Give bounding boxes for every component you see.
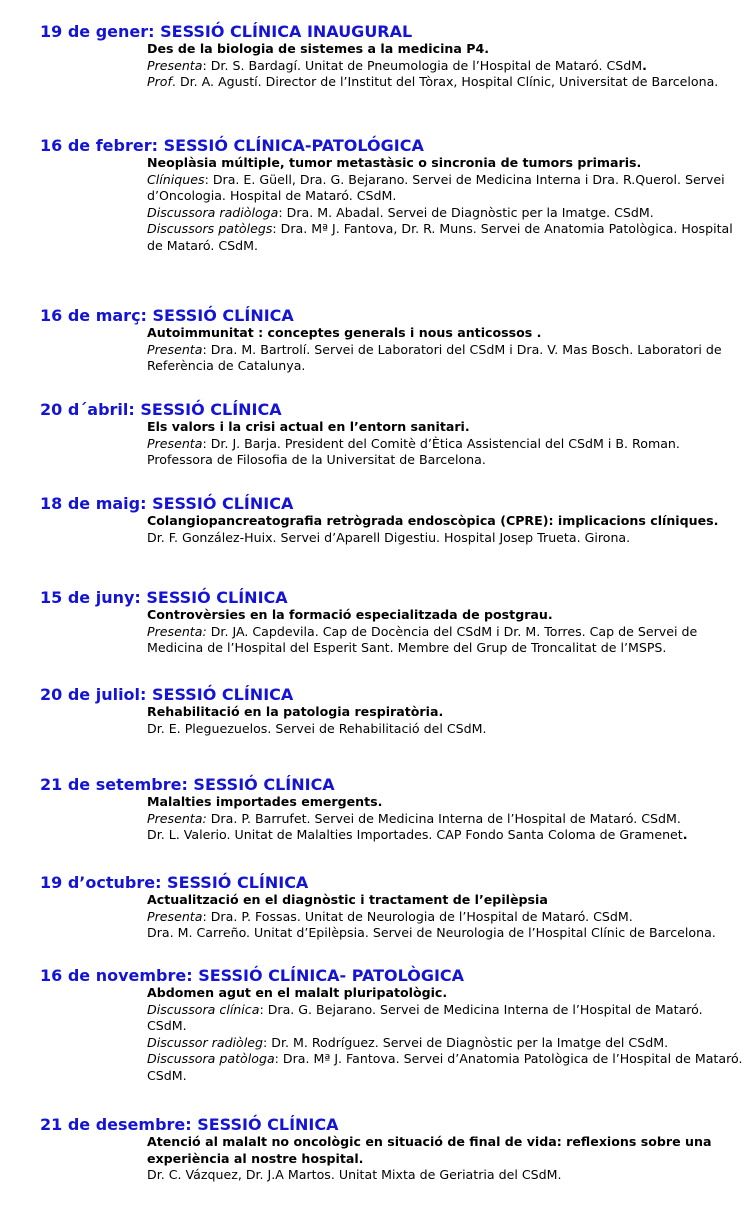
- role-separator: :: [202, 908, 207, 924]
- speaker-line: [147, 1002, 744, 1035]
- speaker-text: Dr. JA. Capdevila. Cap de Docència del CSdM i Dr. M. Torres. Cap de Servei de Medicina de l’Hospital del Esperit Sant. Membre del Grup de Troncalitat de l’MSPS.: [147, 623, 698, 655]
- session-entry: [0, 1115, 750, 1184]
- speaker-line: [147, 58, 744, 75]
- speaker-text: Dr. C. Vázquez, Dr. J.A Martos. Unitat Mixta de Geriatria del CSdM.: [147, 1167, 562, 1182]
- session-entry: [0, 136, 750, 254]
- speaker-text: Dra. P. Fossas. Unitat de Neurologia de l’Hospital de Mataró. CSdM.: [206, 908, 633, 924]
- speaker-line: [147, 811, 744, 828]
- session-entry: [0, 966, 750, 1084]
- speaker-line: [147, 1035, 744, 1052]
- session-heading: 15 de juny: SESSIÓ CLÍNICA: [40, 588, 288, 607]
- session-topic: Autoimmunitat : conceptes generals i nous anticossos .: [147, 325, 542, 340]
- session-body: [147, 1134, 744, 1184]
- session-entry: [0, 494, 750, 546]
- session-entry: [0, 588, 750, 657]
- line-tail: .: [642, 57, 647, 73]
- session-topic: Des de la biologia de sistemes a la medicina P4.: [147, 41, 490, 56]
- speaker-line: [147, 74, 744, 91]
- session-topic: Atenció al malalt no oncològic en situació de final de vida: reflexions sobre una experiència al nostre hospital.: [147, 1134, 712, 1166]
- speaker-text: Dr. J. Barja. President del Comitè d’Ètica Assistencial del CSdM i B. Roman. Professora de Filosofia de la Universitat de Barcelona.: [147, 435, 680, 467]
- session-body: [147, 419, 744, 469]
- session-heading: 21 de desembre: SESSIÓ CLÍNICA: [40, 1115, 339, 1134]
- speaker-line: [147, 1167, 744, 1184]
- speaker-text: Dra. G. Bejarano. Servei de Medicina Interna de l’Hospital de Mataró. CSdM.: [147, 1001, 703, 1033]
- session-body: [147, 985, 744, 1084]
- session-topic: Abdomen agut en el malalt pluripatològic.: [147, 985, 448, 1000]
- session-topic: Rehabilitació en la patologia respiratòria.: [147, 704, 444, 719]
- session-body: [147, 607, 744, 657]
- role-separator: :: [202, 341, 207, 357]
- speaker-line: [147, 172, 744, 189]
- session-entry: [0, 306, 750, 375]
- session-heading: 20 d´abril: SESSIÓ CLÍNICA: [40, 400, 282, 419]
- speaker-role: Discussors patòlegs: [147, 221, 273, 236]
- session-body: [147, 892, 744, 942]
- role-separator: :: [263, 1034, 268, 1050]
- speaker-text: Dra. M. Abadal. Servei de Diagnòstic per la Imatge. CSdM.: [282, 204, 654, 220]
- session-body: [147, 155, 744, 254]
- speaker-role: Presenta:: [147, 623, 207, 639]
- speaker-line: [147, 909, 744, 926]
- speaker-line: [147, 188, 744, 205]
- role-separator: :: [202, 435, 207, 451]
- speaker-text: Dra. M. Carreño. Unitat d’Epilèpsia. Servei de Neurologia de l’Hospital Clínic de Barcelona.: [147, 925, 716, 940]
- speaker-line: [147, 1051, 744, 1084]
- speaker-text: Dr. S. Bardagí. Unitat de Pneumologia de l’Hospital de Mataró. CSdM: [206, 57, 643, 73]
- speaker-role: Discussora clínica: [147, 1001, 260, 1017]
- session-body: [147, 704, 744, 737]
- line-tail: .: [682, 827, 688, 842]
- session-topic: Els valors i la crisi actual en l’entorn sanitari.: [147, 419, 470, 434]
- speaker-role: Clíniques: [147, 171, 205, 187]
- session-entry: [0, 873, 750, 942]
- speaker-text: Dra. M. Bartrolí. Servei de Laboratori del CSdM i Dra. V. Mas Bosch. Laboratori de Referència de Catalunya.: [147, 341, 722, 373]
- session-topic: Neoplàsia múltiple, tumor metastàsic o sincronia de tumors primaris.: [147, 155, 642, 170]
- speaker-text: Dra. P. Barrufet. Servei de Medicina Interna de l’Hospital de Mataró. CSdM.: [206, 810, 681, 826]
- speaker-line: [147, 721, 744, 738]
- session-heading: 16 de novembre: SESSIÓ CLÍNICA- PATOLÒGICA: [40, 966, 465, 985]
- role-separator: :: [274, 1051, 279, 1066]
- speaker-text: d’Oncologia. Hospital de Mataró. CSdM.: [147, 188, 397, 203]
- speaker-role: Presenta: [147, 908, 203, 924]
- speaker-line: [147, 530, 744, 547]
- session-body: [147, 794, 744, 844]
- session-entry: [0, 400, 750, 469]
- session-heading: 18 de maig: SESSIÓ CLÍNICA: [40, 494, 294, 513]
- speaker-line: [147, 205, 744, 222]
- session-topic: Controvèrsies en la formació especialitzada de postgrau.: [147, 607, 553, 622]
- session-entry: [0, 685, 750, 737]
- speaker-text: Dra. Mª J. Fantova, Dr. R. Muns. Servei de Anatomia Patològica. Hospital de Mataró. CSdM.: [147, 221, 733, 253]
- speaker-role: Presenta: [147, 341, 203, 357]
- speaker-role: Presenta:: [147, 810, 207, 826]
- role-separator: :: [272, 221, 277, 236]
- session-topic: Malalties importades emergents.: [147, 794, 383, 809]
- speaker-text: Dr. E. Pleguezuelos. Servei de Rehabilitació del CSdM.: [147, 720, 487, 736]
- session-heading: 19 de gener: SESSIÓ CLÍNICA INAUGURAL: [40, 22, 413, 41]
- session-body: [147, 513, 744, 546]
- session-topic: Colangiopancreatografia retrògrada endoscòpica (CPRE): implicacions clíniques.: [147, 513, 719, 528]
- session-heading: 16 de febrer: SESSIÓ CLÍNICA-PATOLÓGICA: [40, 136, 424, 155]
- session-heading: 20 de juliol: SESSIÓ CLÍNICA: [40, 685, 294, 704]
- speaker-line: [147, 342, 744, 375]
- speaker-role: Prof: [147, 74, 172, 89]
- speaker-text: Dr. M. Rodríguez. Servei de Diagnòstic per la Imatge del CSdM.: [267, 1034, 669, 1050]
- session-body: [147, 41, 744, 91]
- session-entry: [0, 22, 750, 91]
- speaker-text: Dra. Mª J. Fantova. Servei d’Anatomia Patològica de l’Hospital de Mataró. CSdM.: [147, 1051, 743, 1083]
- session-heading: 21 de setembre: SESSIÓ CLÍNICA: [40, 775, 335, 794]
- session-body: [147, 325, 744, 375]
- speaker-text: Dra. E. Güell, Dra. G. Bejarano. Servei de Medicina Interna i Dra. R.Querol. Servei: [208, 171, 725, 187]
- speaker-text: Dr. A. Agustí. Director de l’Institut del Tòrax, Hospital Clínic, Universitat de Barcelona.: [175, 74, 719, 89]
- session-heading: 19 d’octubre: SESSIÓ CLÍNICA: [40, 873, 309, 892]
- session-heading: 16 de març: SESSIÓ CLÍNICA: [40, 306, 294, 325]
- role-separator: :: [278, 204, 283, 220]
- speaker-role: Discussora patòloga: [147, 1051, 275, 1066]
- speaker-role: Presenta: [147, 57, 203, 73]
- speaker-line: [147, 827, 744, 844]
- role-separator: :: [202, 57, 207, 73]
- speaker-role: Presenta: [147, 435, 203, 451]
- speaker-line: [147, 221, 744, 254]
- session-entry: [0, 775, 750, 844]
- session-topic: Actualització en el diagnòstic i tractament de l’epilèpsia: [147, 892, 548, 907]
- speaker-line: [147, 436, 744, 469]
- speaker-role: Discussora radiòloga: [147, 204, 279, 220]
- role-separator: :: [204, 171, 209, 187]
- role-separator: :: [259, 1001, 264, 1017]
- role-separator: .: [171, 74, 176, 89]
- speaker-text: Dr. L. Valerio. Unitat de Malalties Importades. CAP Fondo Santa Coloma de Gramenet: [147, 827, 683, 842]
- speaker-line: [147, 624, 744, 657]
- speaker-text: Dr. F. González-Huix. Servei d’Aparell Digestiu. Hospital Josep Trueta. Girona.: [147, 529, 631, 545]
- speaker-line: [147, 925, 744, 942]
- speaker-role: Discussor radiòleg: [147, 1034, 264, 1050]
